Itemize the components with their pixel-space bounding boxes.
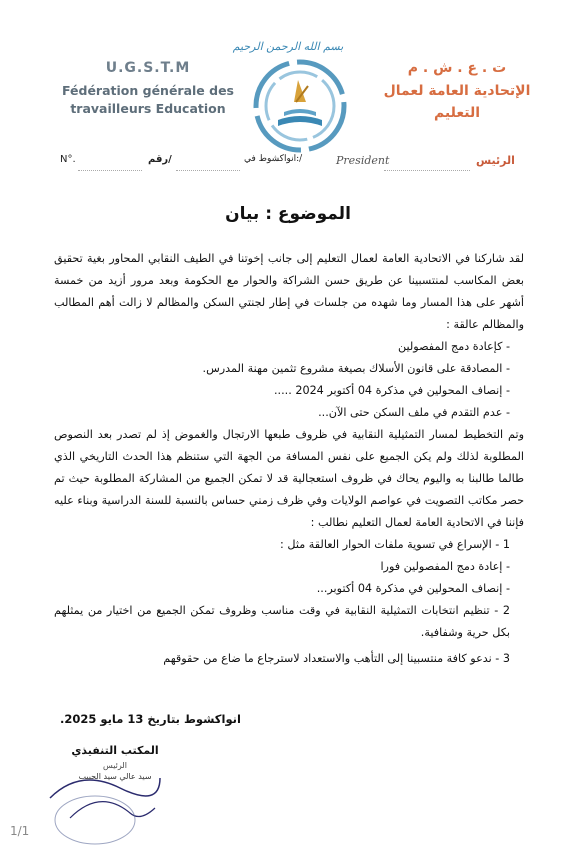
pending-demands-list [54, 336, 524, 424]
signature-block [40, 744, 190, 781]
statement-body [54, 248, 524, 670]
dotted-line [384, 170, 470, 171]
list-item: - إعادة دمج المفصولين فورا [380, 560, 510, 573]
demand-2: 2 - تنظيم انتخابات التمثيلية النقابية في وقت مناسب وظروف تمكن الجميع من اختيار من يمثلهم بكل حرية وشفافية. [54, 604, 510, 639]
header-arabic [372, 60, 542, 124]
number-label-fr: N°. [60, 154, 76, 165]
french-name-line1: Fédération générale des [61, 83, 234, 98]
paragraph-context: وتم التخطيط لمسار التمثيلية النقابية في ظروف طبعها الارتجال والغموض إذ لم تصدر بعد النصوص المطلوبة لذلك ولم يكن الجميع على نفس المسافة من الجهة التي ستنظم هذا الحدث التاريخي الذي طالما طالبنا به واليوم يحاك في ظروف استعجالية قد لا تمكن الجميع من المشاركة المطلوبة حيث تم حصر مكاتب التصويت في عواصم الولايات وفي ظرف زمني حساس بالنسبة للسنة الدراسية وبناء عليه فإننا في الاتحادية العامة لعمال التعليم نطالب : [54, 428, 524, 529]
header-french [44, 60, 252, 118]
city-date-label: انواكشوط في:/ [244, 154, 303, 164]
page-number: 1/1 [10, 824, 30, 838]
list-item: - إنصاف المحولين في مذكرة 04 أكتوبر 2024 ..... [273, 384, 510, 397]
president-label-ar: الرئيس [476, 154, 515, 167]
french-name-line2: travailleurs Education [70, 101, 226, 116]
number-label-ar: رقم/ [148, 154, 172, 165]
president-label-fr: President [336, 154, 390, 167]
french-abbreviation: U.G.S.T.M [105, 60, 191, 76]
list-item: - عدم التقدم في ملف السكن حتى الآن... [318, 406, 510, 419]
paragraph-intro: لقد شاركنا في الاتحادية العامة لعمال التعليم إلى جانب إخوتنا في الطيف النقابي المحاور بغية تحقيق بعض المكاسب لمنتسبينا عن طريق حسن الشراكة والحوار مع الحكومة وبعد مرور أزيد من خمسة أشهر على هذا المسار وما شهده من جلسات في إطار لجنتي السكن والمظالم لا زالت أهم المطالب والمظالم عالقة : [54, 252, 524, 331]
demand-3: 3 - ندعو كافة منتسبينا إلى التأهب والاستعداد لاسترجاع ما ضاع من حقوقهم [163, 652, 510, 665]
list-item: - المصادقة على قانون الأسلاك بصيغة مشروع تثمين مهنة المدرس. [202, 362, 510, 375]
dotted-line [78, 170, 142, 171]
demand-1-sublist [54, 556, 524, 600]
signatory-name: سيد عالي سيد الحبيب [78, 772, 152, 781]
date-line: انواكشوط بتاريخ 13 مايو 2025. [60, 712, 241, 726]
signatory-title: الرئيس [103, 761, 127, 770]
union-logo [244, 56, 356, 154]
list-item: - كإعادة دمج المفصولين [398, 340, 510, 353]
arabic-name-line2: التعليم [433, 105, 481, 121]
executive-office: المكتب التنفيذي [71, 744, 159, 757]
bismillah: بسم الله الرحمن الرحيم [232, 40, 344, 53]
document-subject: الموضوع : بيان [225, 204, 351, 224]
dotted-line [176, 170, 240, 171]
list-item: - إنصاف المحولين في مذكرة 04 أكتوبر... [316, 582, 510, 595]
arabic-name-line1: الإتحادية العامة لعمال [383, 83, 531, 99]
demand-1: 1 - الإسراع في تسوية ملفات الحوار العالقة مثل : [280, 538, 510, 551]
arabic-abbreviation: ت . ع . ش . م [407, 60, 507, 76]
